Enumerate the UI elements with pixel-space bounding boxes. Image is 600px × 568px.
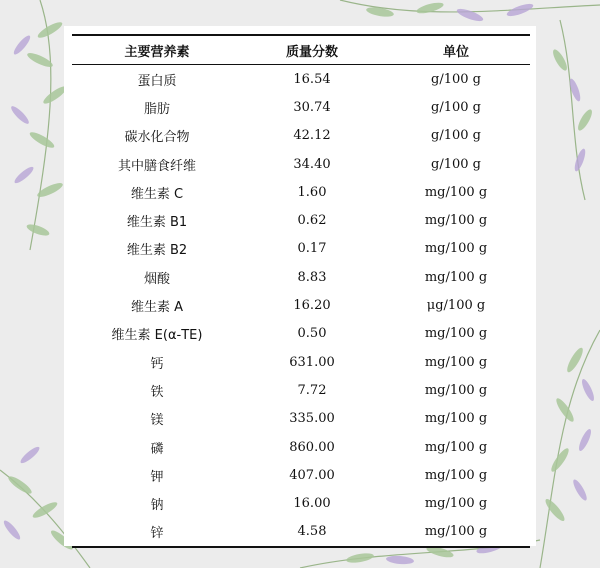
value-cell: 631.00 [289, 354, 335, 370]
unit-cell: mg/100 g [424, 326, 488, 342]
table-row [72, 206, 530, 234]
unit-cell: mg/100 g [424, 439, 488, 455]
value-cell: 4.58 [242, 518, 382, 547]
unit-cell: mg/100 g [382, 518, 530, 547]
unit-cell: g/100 g [431, 156, 481, 172]
nutrient-name-cell: 镁 [150, 413, 164, 429]
nutrition-table [72, 34, 530, 548]
value-cell: 7.72 [297, 382, 327, 398]
header-value: 质量分数 [242, 35, 382, 65]
nutrient-name-cell: 维生素 A [130, 300, 184, 316]
unit-cell: mg/100 g [424, 184, 488, 200]
unit-cell: μg/100 g [426, 298, 486, 314]
nutrient-name-cell: 蛋白质 [137, 73, 177, 89]
table-header-row [72, 35, 530, 65]
nutrient-name-cell: 铁 [150, 384, 164, 400]
value-cell: 335.00 [289, 411, 335, 427]
nutrient-name-cell: 脂肪 [143, 101, 170, 117]
value-cell: 0.62 [297, 213, 327, 229]
nutrient-name-cell: 钙 [150, 356, 164, 372]
header-nutrient: 主要营养素 [72, 35, 242, 65]
table-row [72, 150, 530, 178]
value-cell: 8.83 [297, 269, 327, 285]
value-cell: 0.50 [297, 326, 327, 342]
table-row [72, 65, 530, 94]
unit-cell: mg/100 g [424, 269, 488, 285]
unit-cell: mg/100 g [424, 213, 488, 229]
value-cell: 407.00 [289, 467, 335, 483]
header-unit: 单位 [382, 35, 530, 65]
value-cell: 16.20 [293, 298, 331, 314]
value-cell: 0.17 [297, 241, 327, 257]
table-row [72, 291, 530, 319]
nutrient-name-cell: 锌 [72, 518, 242, 547]
nutrient-name-cell: 烟酸 [143, 271, 170, 287]
nutrient-name-cell: 碳水化合物 [124, 130, 190, 146]
table-row [72, 320, 530, 348]
unit-cell: mg/100 g [424, 354, 488, 370]
table-body [72, 65, 530, 548]
table-row [72, 235, 530, 263]
unit-cell: mg/100 g [424, 241, 488, 257]
value-cell: 1.60 [297, 184, 327, 200]
table-row [72, 405, 530, 433]
unit-cell: g/100 g [431, 99, 481, 115]
table-row [72, 122, 530, 150]
table-row [72, 348, 530, 376]
unit-cell: mg/100 g [424, 467, 488, 483]
nutrient-name-cell: 维生素 B2 [126, 243, 188, 259]
value-cell: 34.40 [293, 156, 331, 172]
unit-cell: mg/100 g [424, 411, 488, 427]
value-cell: 30.74 [293, 99, 331, 115]
table-row [72, 518, 530, 547]
unit-cell: g/100 g [431, 128, 481, 144]
nutrient-name-cell: 其中膳食纤维 [117, 158, 196, 174]
table-row [72, 433, 530, 461]
table-row [72, 461, 530, 489]
table-row [72, 489, 530, 517]
value-cell: 16.00 [293, 496, 331, 512]
value-cell: 860.00 [289, 439, 335, 455]
value-cell: 42.12 [293, 128, 331, 144]
unit-cell: g/100 g [431, 71, 481, 87]
unit-cell: mg/100 g [424, 382, 488, 398]
table-row [72, 376, 530, 404]
nutrient-name-cell: 维生素 B1 [126, 215, 188, 231]
nutrient-name-cell: 磷 [150, 441, 164, 457]
nutrient-name-cell: 钾 [150, 469, 164, 485]
unit-cell: mg/100 g [424, 496, 488, 512]
nutrient-name-cell: 维生素 E(α-TE) [111, 328, 203, 344]
table-row [72, 178, 530, 206]
nutrition-table-card [64, 26, 536, 546]
table-row [72, 93, 530, 121]
value-cell: 16.54 [293, 71, 331, 87]
nutrient-name-cell: 钠 [150, 498, 164, 514]
table-row [72, 263, 530, 291]
nutrient-name-cell: 维生素 C [130, 186, 184, 202]
